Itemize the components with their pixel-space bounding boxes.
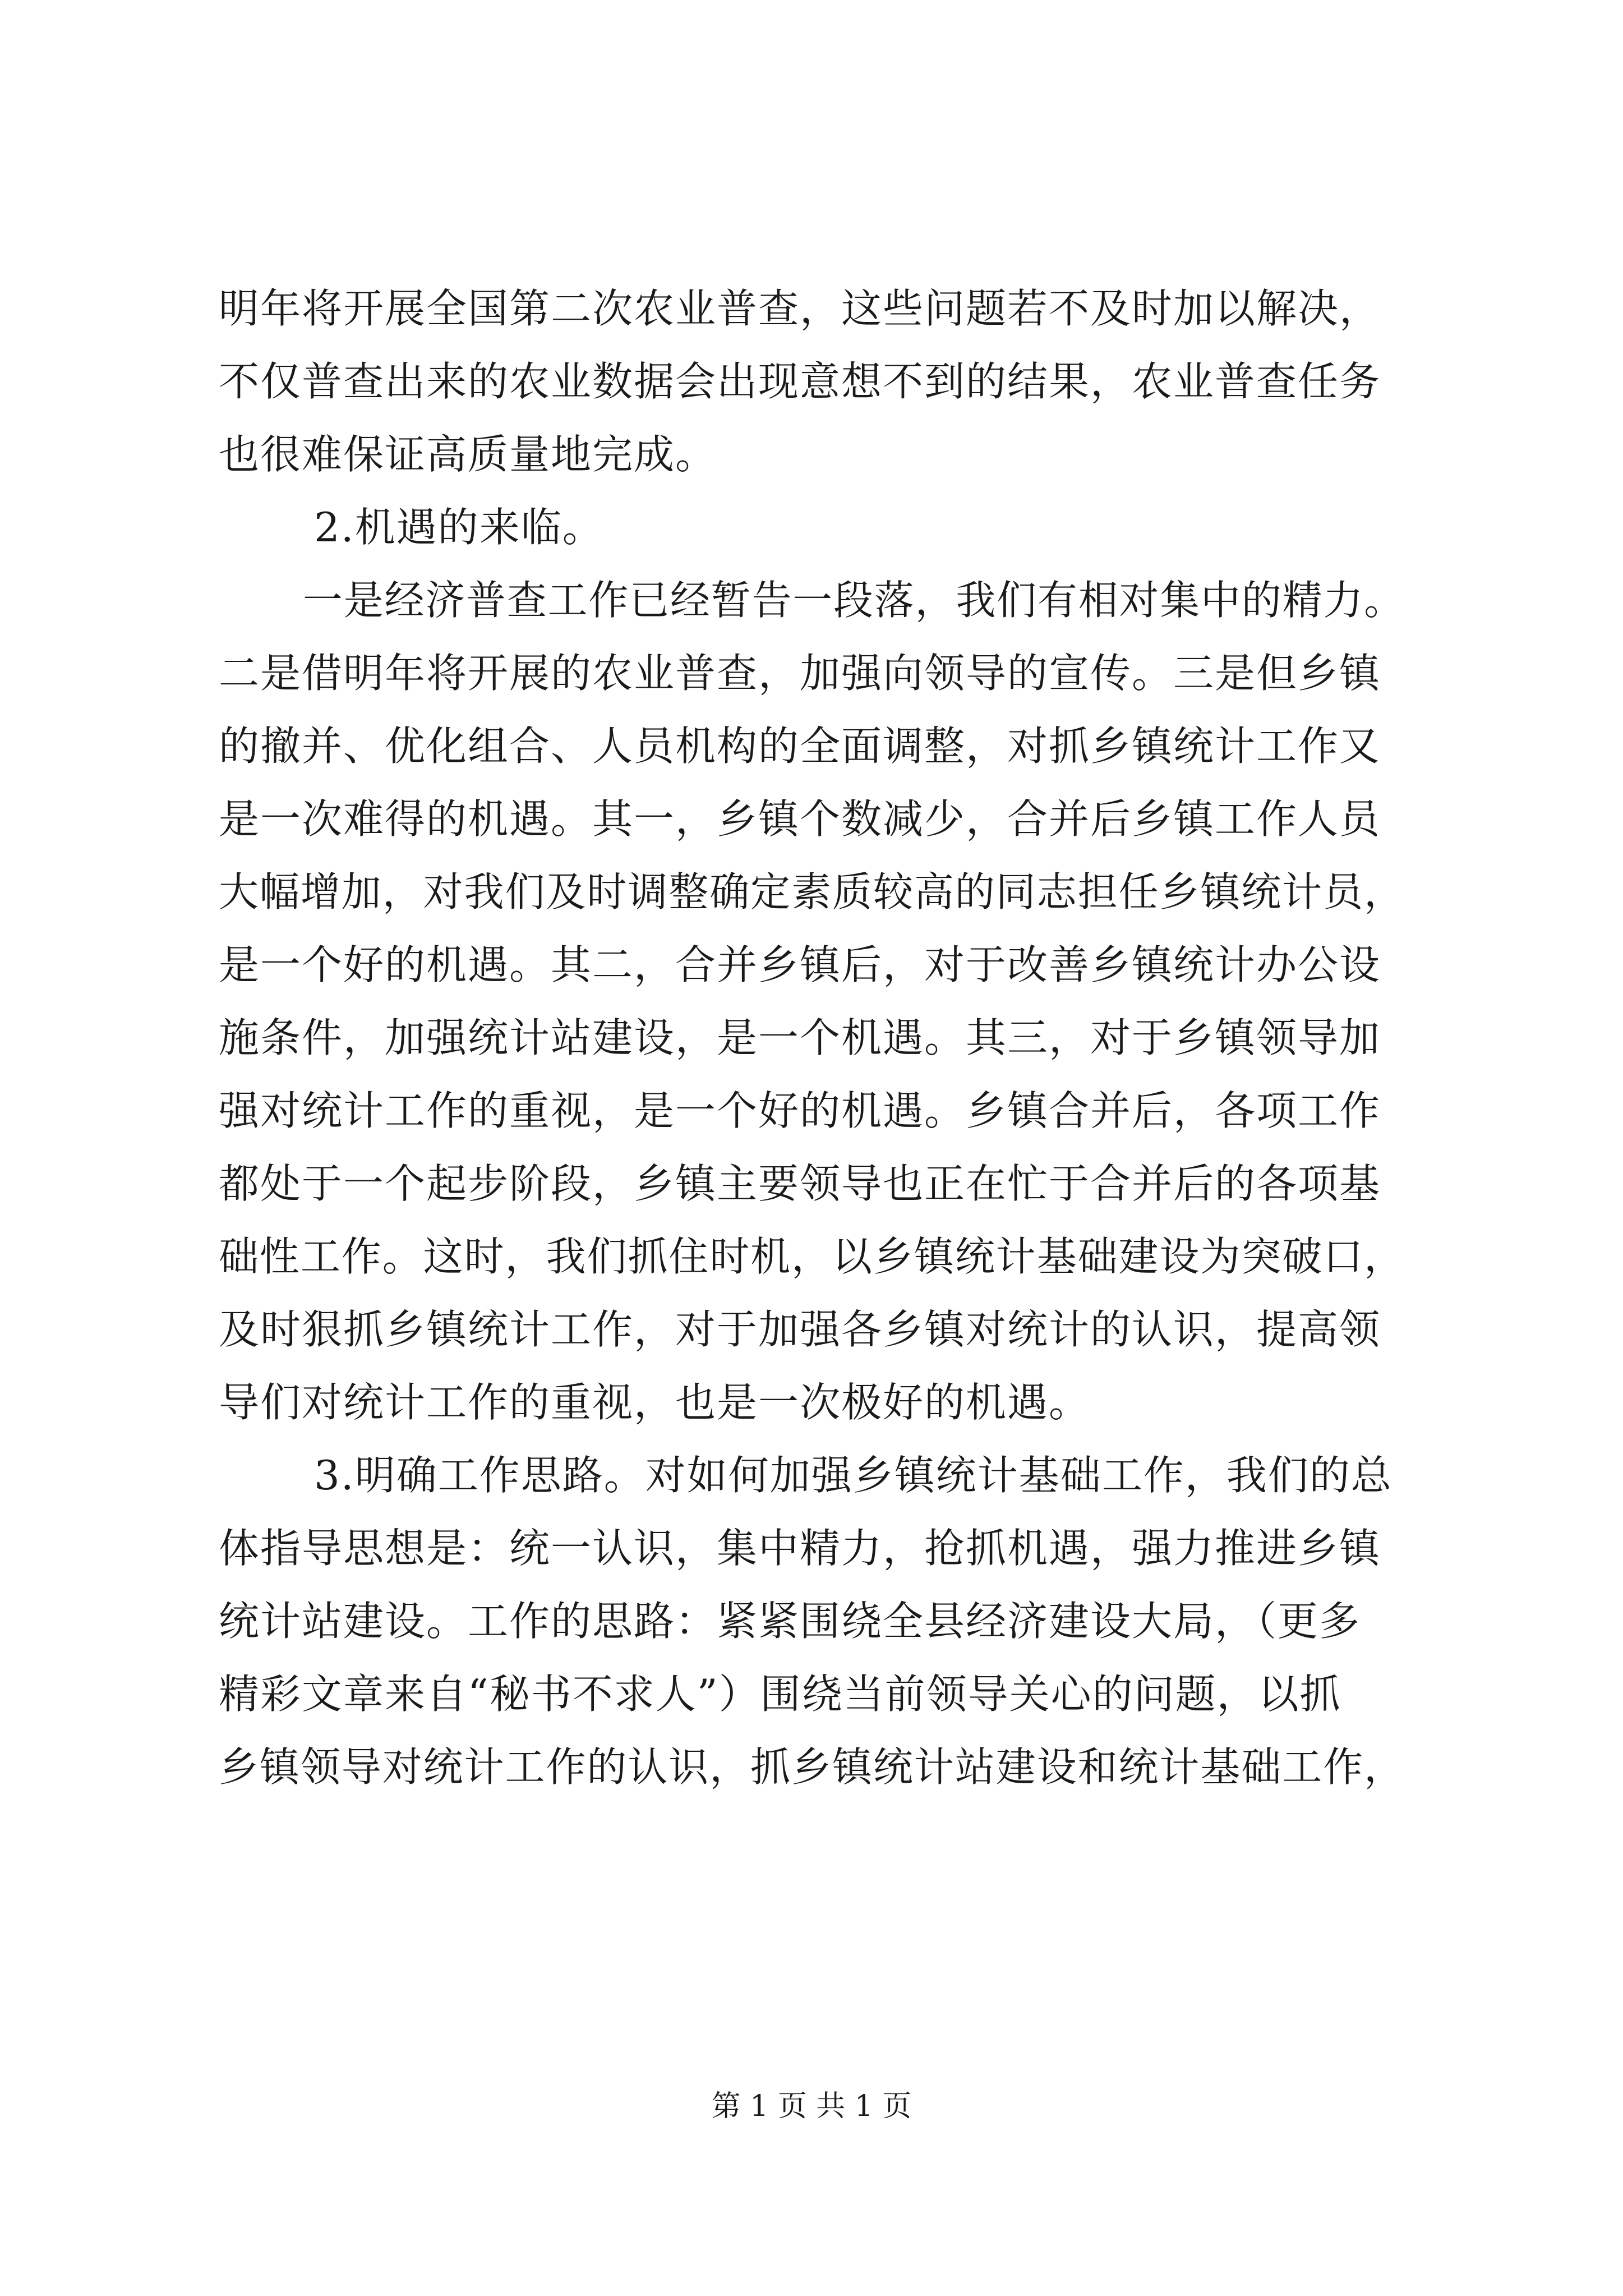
text-line: 乡镇领导对统计工作的认识，抓乡镇统计站建设和统计基础工作， (219, 1743, 1405, 1791)
text-line: 的撤并、优化组合、人员机构的全面调整，对抓乡镇统计工作又 (219, 723, 1381, 770)
section-heading: 2.机遇的来临。 (314, 504, 604, 551)
text-line: 统计站建设。工作的思路：紧紧围绕全县经济建设大局，（更多 (219, 1598, 1361, 1645)
text-line: 施条件，加强统计站建设，是一个机遇。其三，对于乡镇领导加 (219, 1014, 1381, 1061)
text-line: 础性工作。这时，我们抓住时机，以乡镇统计基础建设为突破口， (219, 1233, 1405, 1280)
text-line: 体指导思想是：统一认识，集中精力，抢抓机遇，强力推进乡镇 (219, 1525, 1381, 1572)
text-line: 是一次难得的机遇。其一，乡镇个数减少，合并后乡镇工作人员 (219, 795, 1381, 843)
page-number-footer: 第 1 页 共 1 页 (711, 2090, 912, 2123)
text-line: 导们对统计工作的重视，也是一次极好的机遇。 (219, 1379, 1091, 1426)
text-line: 是一个好的机遇。其二，合并乡镇后，对于改善乡镇统计办公设 (219, 941, 1381, 988)
text-line: 不仅普查出来的农业数据会出现意想不到的结果，农业普查任务 (219, 358, 1381, 405)
text-line: 明年将开展全国第二次农业普查，这些问题若不及时加以解决， (219, 285, 1381, 332)
text-line: 强对统计工作的重视，是一个好的机遇。乡镇合并后，各项工作 (219, 1087, 1381, 1134)
text-line: 大幅增加，对我们及时调整确定素质较高的同志担任乡镇统计员， (219, 868, 1405, 915)
text-line: 也很难保证高质量地完成。 (219, 431, 717, 478)
text-line: 都处于一个起步阶段，乡镇主要领导也正在忙于合并后的各项基 (219, 1160, 1381, 1207)
text-line: 3.明确工作思路。对如何加强乡镇统计基础工作，我们的总 (314, 1452, 1393, 1499)
text-line: 及时狠抓乡镇统计工作，对于加强各乡镇对统计的认识，提高领 (219, 1306, 1381, 1353)
text-line: 精彩文章来自“秘书不求人”）围绕当前领导关心的问题，以抓 (219, 1671, 1341, 1718)
text-line: 一是经济普查工作已经暂告一段落，我们有相对集中的精力。 (303, 577, 1405, 624)
text-line: 二是借明年将开展的农业普查，加强向领导的宣传。三是但乡镇 (219, 650, 1381, 697)
